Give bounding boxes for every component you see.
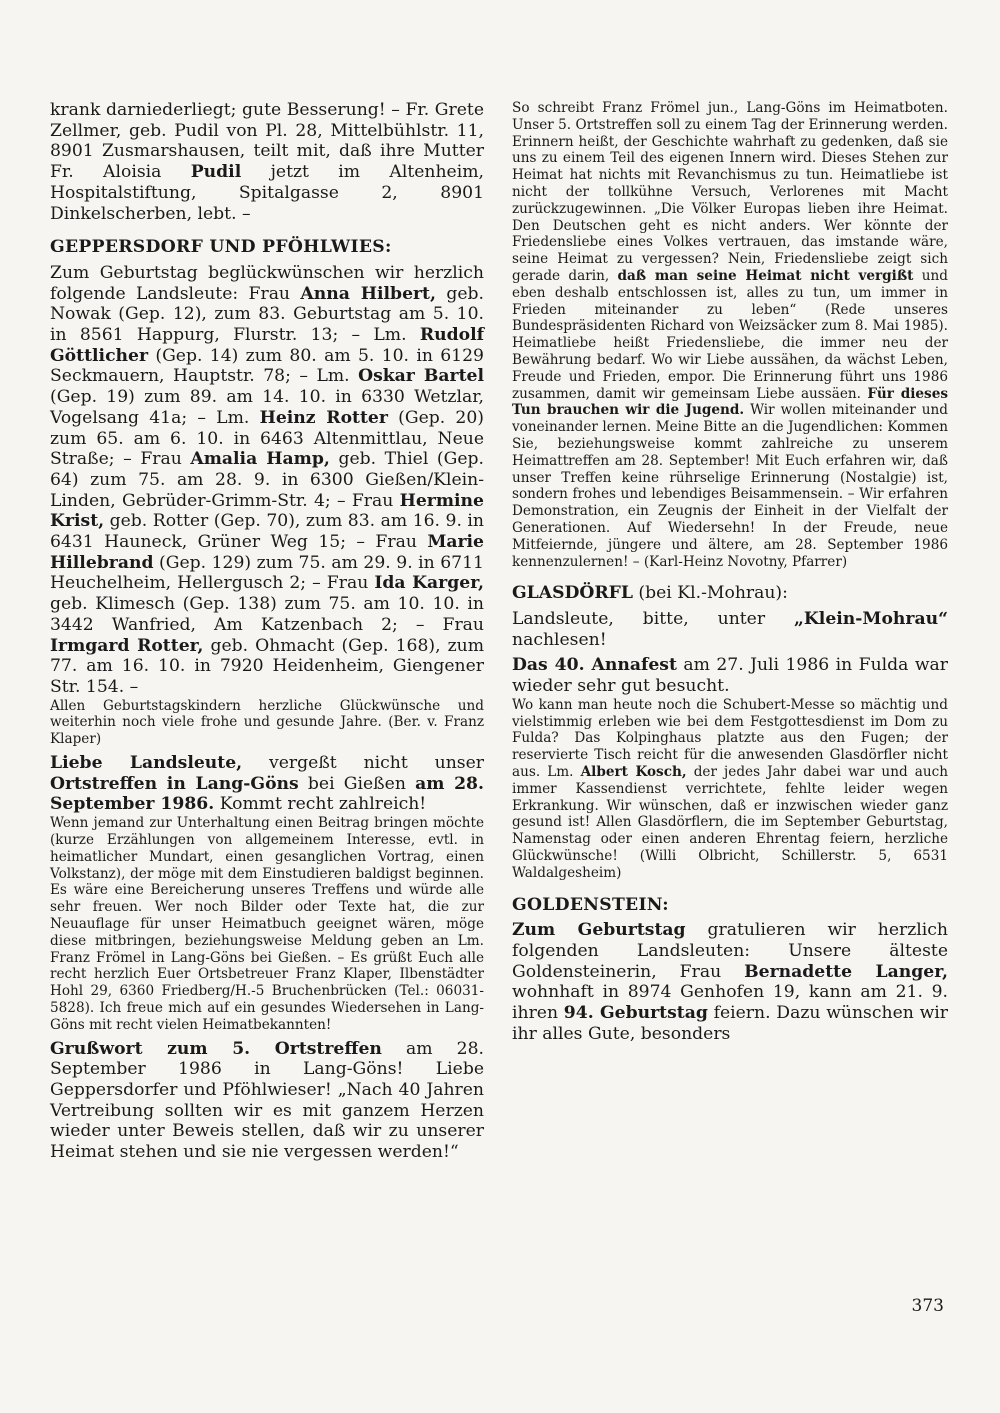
annafest-paragraph	[512, 655, 948, 696]
text-run: und eben deshalb entschlossen ist, alles zu tun, um immer in Frieden miteinander zu leben“ (Rede unseres Bundespräsidenten Richard von Weizsäcker zum 8. Mai 1985).	[512, 267, 948, 335]
text-run: geb. Nowak (Gep. 12), zum 83. Geburtstag am 5. 10. in 8561 Happurg, Flurstr. 13; – Lm.	[50, 283, 484, 346]
text-run: (Gep. 19) zum 89. am 14. 10. in 6330 Wetzlar, Vogelsang 41a; – Lm.	[50, 387, 484, 428]
text-run: Wir wollen miteinander und voneinander lernen. Meine Bitte an die Jugendlichen: Kommen Sie, beziehungsweise kommt zahlreiche zu unserem Heimattreffen am 28. September! Mit Euch erfahren wir, daß unser Treffen keine rührselige Erinnerung (Nostalgie) ist, sondern frohes und lebendiges Beisammensein. – Wir erfahren Demonstration, ein Zeugnis der Einheit in der Vielfalt der Generationen.	[512, 402, 948, 536]
text-run: am 27. Juli 1986 in Fulda war wieder sehr gut besucht.	[512, 655, 948, 697]
bold-run: daß man seine Heimat nicht vergißt	[617, 267, 914, 284]
bold-run: Bernadette Langer,	[744, 961, 948, 982]
text-run: geb. Thiel (Gep. 64) zum 75. am 28. 9. in 6300 Gießen/Klein-Linden, Gebrüder-Grimm-Str. 4; – Frau	[50, 449, 484, 511]
bold-run: Heinz Rotter	[259, 407, 388, 428]
goldenstein-birthdays	[512, 920, 948, 1044]
text-run: Kommt recht zahlreich!	[214, 794, 427, 815]
text-run: feiern. Dazu wünschen wir ihr alles Gute, besonders	[512, 1003, 948, 1044]
text-run: Zum Geburtstag beglückwünschen wir herzlich folgende Landsleute:	[50, 262, 484, 304]
grusswort-paragraph	[50, 1039, 484, 1163]
page-number: 373	[911, 1296, 944, 1316]
text-run: Auf Wiedersehn! In der Freude, neue Mitfeiernde, jüngere und ältere, am 28. September 1986 kennenzulernen! – (Karl-Heinz Novotny, Pfarrer)	[512, 519, 948, 570]
text-run: krank darniederliegt; gute Besserung! – Fr. Grete Zellmer, geb. Pudil von Pl. 28, Mittelbühlstr. 11, 8901 Zusmarshausen, teilt mit, daß ihre Mutter Fr. Aloisia	[50, 100, 484, 183]
text-run: geb. Rotter (Gep. 70), zum 83. am 16. 9. in 6431 Hauneck, Grüner Weg 15; – Frau	[50, 511, 484, 553]
text-run: geb. Ohmacht (Gep. 168), zum 77. am 16. 10. in 7920 Heidenheim, Giengener Str. 154. –	[50, 635, 485, 697]
heimatbote-paragraph	[512, 100, 948, 570]
text-run: So schreibt Franz Frömel jun., Lang-Göns im Heimatboten. Unser 5. Ortstreffen soll zu einem Tag der Erinnerung werden. Erinnern heißt, der Geschichte wahrhaft zu gedenken, daß sie uns zu einem Teil des eigenen Innern wird. Dieses Stehen zur Heimat hat nichts mit Revanchismus zu tun. Heimatliebe ist nicht der tollkühne Versuch, Verlorenes mit Macht zurückzugewinnen.	[512, 100, 948, 217]
bold-run: Irmgard Rotter,	[50, 635, 204, 656]
bold-run: 94. Geburtstag	[563, 1003, 708, 1024]
bold-run: Zum Geburtstag	[512, 920, 686, 941]
text-run: vergeßt nicht unser	[242, 753, 484, 774]
glasdorfl-note	[512, 609, 948, 650]
text-run: Heimatliebe heißt Friedensliebe, die immer neu der Bewährung bedarf. Wo wir Liebe aussähen, da wächst Leben, Freude und Frieden, empor. Die Erinnerung führt uns 1986 zusammen, damit wir gemeinsam Liebe aussäen.	[512, 335, 948, 402]
ortstreffen-details: Wenn jemand zur Unterhaltung einen Beitrag bringen möchte (kurze Erzählungen von allgemeinem Interesse, evtl. in heimatlicher Mundart, einen gesanglichen Vortrag, einen Volkstanz), der möge mit dem Einstudieren baldigst beginnen. Es wäre eine Bereicherung unseres Treffens und würde alle sehr freuen. Wer noch Bilder oder Texte hat, die zur Neuauflage für unser Heimatbuch geeignet wären, möge diese mitbringen, beziehungsweise Meldung geben an Lm. Franz Frömel in Lang-Göns bei Gießen. – Es grüßt Euch alle recht herzlich Euer Ortsbetreuer Franz Klaper, Ilbenstädter Hohl 29, 6360 Friedberg/H.-5 Bruchenbrücken (Tel.: 06031-5828). Ich freue mich auf ein gesundes Wiedersehen in Lang-Göns mit recht vielen Heimatbekannten!	[50, 815, 484, 1033]
bold-run: Amalia Hamp,	[190, 449, 330, 470]
bold-run: „Klein-Mohrau“	[793, 609, 948, 630]
text-run: Frau	[238, 283, 301, 304]
geppersdorf-birthdays	[50, 263, 484, 698]
text-run: „Die Völker Europas lieben ihre Heimat. Den Deutschen geht es nicht anders. Wer könnte der Friedensliebe eines Volkes vertrauen, das imstande wäre, seine Heimat zu vergessen? Nein, Friedensliebe zeigt sich gerade darin,	[512, 200, 948, 284]
bold-run: Das 40. Annafest	[512, 655, 677, 676]
text-run: der jedes Jahr dabei war und auch immer Kassendienst verrichtete, fehlte leider wegen Erkrankung. Wir wünschen, daß er inzwischen wieder ganz gesund ist! Allen Glasdörflern, die im September Geburtstag, Namenstag oder einen anderen Ehrentag feiern, herzliche Glückwünsche! (Willi Olbricht, Schillerstr. 5, 6531 Waldalgesheim)	[512, 764, 948, 881]
text-run: (Gep. 14) zum 80. am 5. 10. in 6129 Seckmauern, Hauptstr. 78; – Lm.	[50, 345, 484, 387]
text-run: (Gep. 129) zum 75. am 29. 9. in 6711 Heuchelheim, Hellergusch 2; – Frau	[50, 552, 484, 594]
text-run: am 28. September 1986 in Lang-Göns! Liebe Geppersdorfer und Pföhlwieser! „Nach 40 Jahren Vertreibung sollten wir es mit ganzem Herzen wieder unter Beweis stellen, daß wir zu unserer Heimat stehen und sie nie vergessen werden!“	[50, 1038, 484, 1163]
left-column	[50, 100, 484, 1163]
bold-run: Für dieses Tun brauchen wir die Jugend.	[512, 385, 948, 419]
bold-run: Pudil	[190, 162, 242, 183]
text-run: (Gep. 20) zum 65. am 6. 10. in 6463 Altenmittlau, Neue Straße; – Frau	[50, 407, 485, 470]
bold-run: Marie Hillebrand	[50, 532, 484, 573]
bold-run: Grußwort zum 5. Ortstreffen	[50, 1038, 382, 1059]
bold-run: Hermine Krist,	[50, 490, 484, 532]
bold-run: am 28. September 1986.	[50, 773, 485, 815]
right-column	[512, 100, 948, 1045]
geppersdorf-wishes: Allen Geburtstagskindern herzliche Glückwünsche und weiterhin noch viele frohe und gesunde Jahre. (Ber. v. Franz Klaper)	[50, 697, 484, 748]
bold-run: Rudolf Göttlicher	[50, 325, 484, 366]
text-run: gratulieren wir herzlich folgenden Landsleuten: Unsere älteste Goldensteinerin, Frau	[512, 920, 948, 982]
text-run: bei Gießen	[298, 773, 416, 794]
text-run: (bei Kl.-Mohrau):	[632, 583, 788, 604]
bold-run: Anna Hilbert,	[300, 283, 436, 304]
annafest-details	[512, 697, 948, 882]
text-run: Landsleute, bitte, unter	[512, 609, 794, 630]
text-run: wohnhaft in 8974 Genhofen 19, kann am 21. 9. ihren	[512, 982, 948, 1024]
heading-glasdorfl	[512, 583, 948, 604]
bold-run: GLASDÖRFL	[512, 583, 633, 604]
text-run: Wo kann man heute noch die Schubert-Messe so mächtig und vielstimmig erleben wie bei dem Festgottesdienst im Dom zu Fulda? Das Kolpinghaus platzte aus den Fugen; der reservierte Tisch reicht für die anwesenden Glasdörfler nicht aus. Lm.	[512, 696, 948, 781]
heading-geppersdorf: GEPPERSDORF UND PFÖHLWIES:	[50, 237, 392, 258]
bold-run: Ortstreffen in Lang-Göns	[50, 773, 299, 794]
text-run: nachlesen!	[512, 629, 607, 650]
bold-run: Oskar Bartel	[358, 366, 484, 387]
bold-run: Ida Karger,	[374, 573, 484, 594]
heading-goldenstein: GOLDENSTEIN:	[512, 894, 669, 915]
pudil-paragraph	[50, 100, 484, 224]
bold-run: Liebe Landsleute,	[50, 753, 243, 774]
bold-run: Albert Kosch,	[580, 764, 687, 781]
text-run: geb. Klimesch (Gep. 138) zum 75. am 10. 10. in 3442 Wanfried, Am Katzenbach 2; – Frau	[50, 594, 484, 635]
ortstreffen-announcement	[50, 753, 484, 815]
text-run: jetzt im Altenheim, Hospitalstiftung, Spitalgasse 2, 8901 Dinkelscherben, lebt. –	[50, 162, 484, 224]
